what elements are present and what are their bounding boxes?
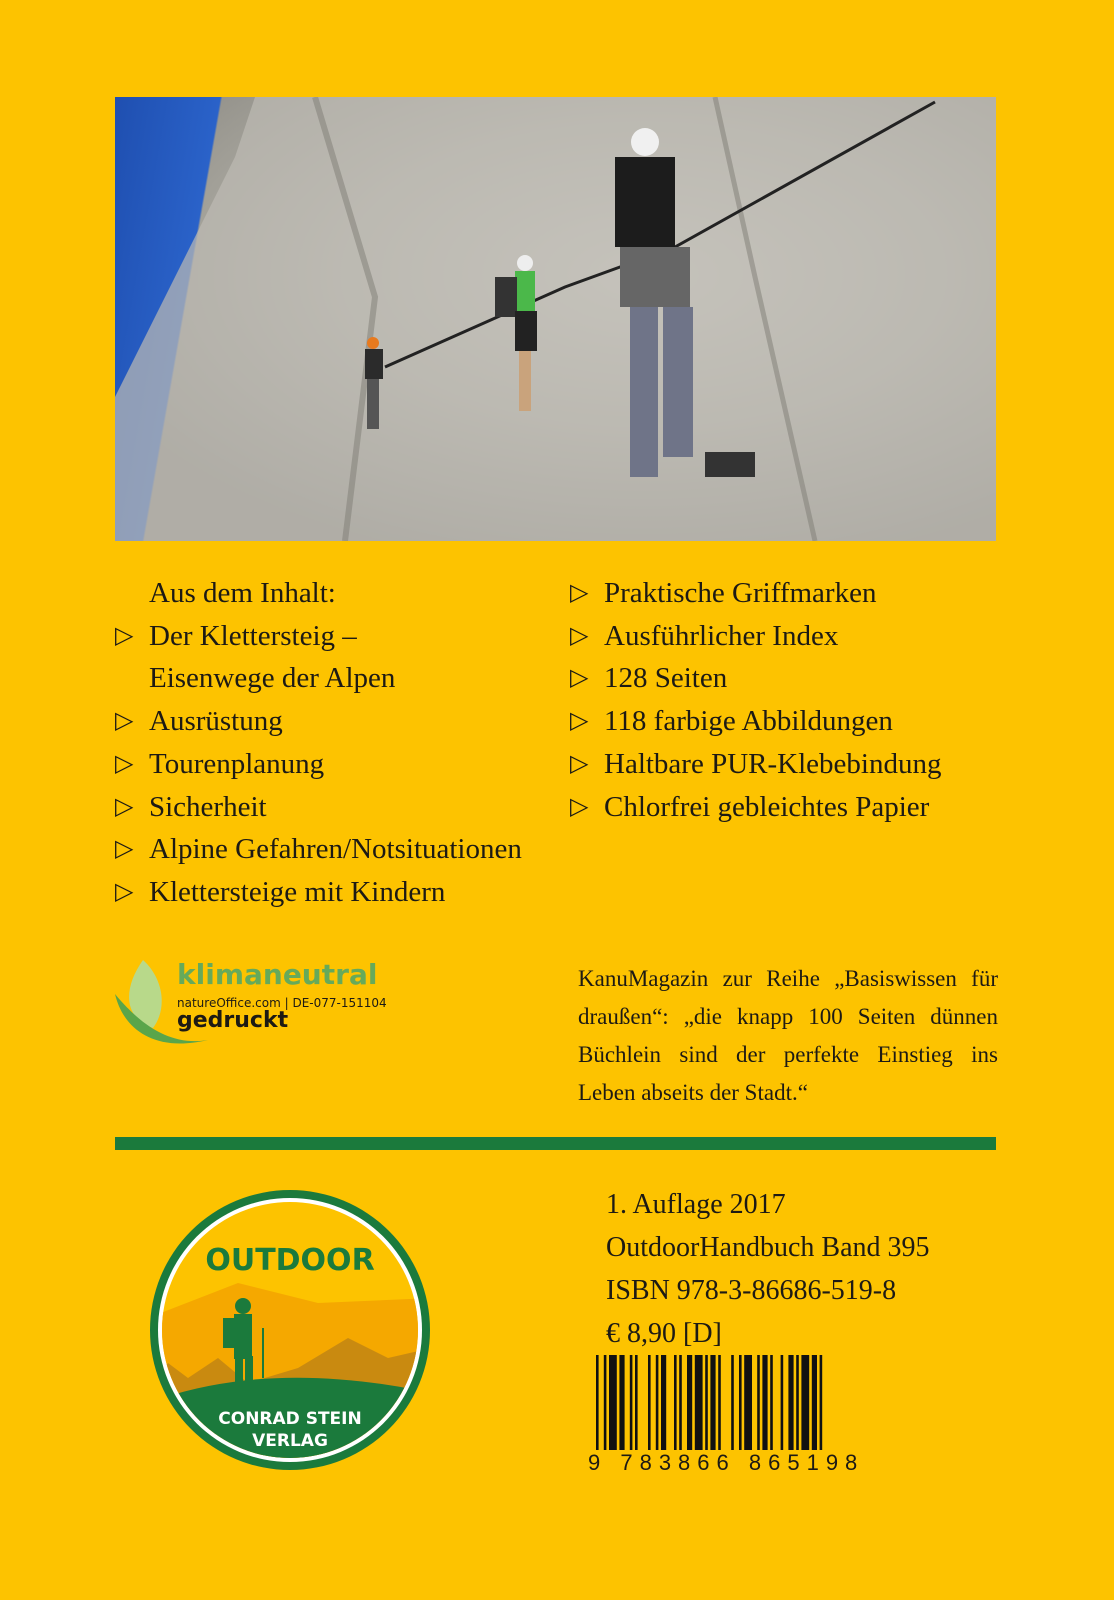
barcode-bar bbox=[770, 1355, 773, 1465]
barcode-bar bbox=[604, 1355, 607, 1465]
barcode-bar bbox=[619, 1355, 624, 1465]
barcode-bar bbox=[710, 1355, 715, 1465]
list-item-text: 128 Seiten bbox=[604, 662, 728, 695]
barcode-bar bbox=[744, 1355, 752, 1465]
triangle-bullet-icon: ▷ bbox=[115, 750, 134, 777]
list-item-text: Ausführlicher Index bbox=[604, 619, 839, 652]
price-text: € 8,90 [D] bbox=[606, 1318, 722, 1349]
list-item-text: Sicherheit bbox=[149, 790, 267, 823]
list-item-text: Praktische Griffmarken bbox=[604, 577, 877, 609]
climate-neutral-logo bbox=[115, 958, 405, 1058]
triangle-bullet-icon: ▷ bbox=[115, 793, 134, 820]
list-item bbox=[570, 572, 941, 615]
list-item-text: Klettersteige mit Kindern bbox=[149, 875, 446, 908]
barcode-bar bbox=[609, 1355, 617, 1465]
triangle-bullet-icon: ▷ bbox=[115, 836, 134, 863]
barcode-bar bbox=[801, 1355, 809, 1465]
list-item bbox=[570, 615, 941, 658]
barcode-bar bbox=[796, 1355, 799, 1465]
barcode-bar bbox=[630, 1355, 633, 1465]
triangle-bullet-icon: ▷ bbox=[570, 750, 589, 777]
cover-photo-via-ferrata-climbers bbox=[115, 97, 996, 541]
list-item bbox=[115, 786, 522, 829]
list-item bbox=[115, 743, 522, 786]
series-text: OutdoorHandbuch Band 395 bbox=[606, 1232, 930, 1263]
triangle-bullet-icon: ▷ bbox=[115, 622, 134, 649]
barcode-bar bbox=[781, 1355, 784, 1465]
list-item bbox=[115, 615, 522, 700]
list-item bbox=[570, 700, 941, 743]
list-item bbox=[115, 871, 522, 914]
divider-bar bbox=[115, 1137, 996, 1150]
barcode-bar bbox=[656, 1355, 659, 1465]
list-item bbox=[570, 743, 941, 786]
triangle-bullet-icon: ▷ bbox=[570, 665, 589, 692]
barcode-bar bbox=[820, 1355, 823, 1465]
barcode-bar bbox=[648, 1355, 651, 1465]
triangle-bullet-icon: ▷ bbox=[570, 580, 589, 606]
contents-heading: Aus dem Inhalt: bbox=[149, 577, 336, 609]
barcode-bar bbox=[635, 1355, 638, 1465]
barcode-bar bbox=[679, 1355, 682, 1465]
barcode-bar bbox=[757, 1355, 760, 1465]
barcode-bar bbox=[718, 1355, 721, 1465]
list-item-text: Der Klettersteig – bbox=[149, 619, 357, 652]
list-item-text: Alpine Gefahren/Notsituationen bbox=[149, 833, 522, 866]
barcode-bar bbox=[705, 1355, 708, 1465]
book-info bbox=[606, 1183, 930, 1355]
contents-list-left bbox=[115, 572, 522, 914]
barcode-bar bbox=[739, 1355, 742, 1465]
badge-publisher-text: VERLAG bbox=[252, 1431, 328, 1451]
list-item-text: Haltbare PUR-Klebebindung bbox=[604, 747, 942, 780]
list-item bbox=[115, 700, 522, 743]
climate-logo-subtitle: gedruckt bbox=[177, 1008, 289, 1033]
list-item-text: Ausrüstung bbox=[149, 705, 283, 738]
review-quote: KanuMagazin zur Reihe „Basiswissen für draußen“: „die knapp 100 Seiten dünnen Büchlein sind der perfekte Einstieg ins Leben abseits der Stadt.“ bbox=[578, 966, 998, 1105]
barcode-bar bbox=[596, 1355, 599, 1465]
triangle-bullet-icon: ▷ bbox=[115, 878, 134, 905]
barcode-bar bbox=[674, 1355, 677, 1465]
isbn-text: ISBN 978-3-86686-519-8 bbox=[606, 1275, 897, 1306]
list-item-text: Chlorfrei gebleichtes Papier bbox=[604, 790, 930, 823]
publisher-badge bbox=[148, 1188, 432, 1477]
list-item bbox=[570, 657, 941, 700]
badge-top-text: OUTDOOR bbox=[205, 1243, 375, 1278]
triangle-bullet-icon: ▷ bbox=[115, 708, 134, 735]
barcode-bar bbox=[788, 1355, 793, 1465]
triangle-bullet-icon: ▷ bbox=[570, 793, 589, 820]
barcode-digits: 9 783866 865198 bbox=[588, 1450, 865, 1475]
edition-text: 1. Auflage 2017 bbox=[606, 1189, 786, 1220]
barcode-bar bbox=[687, 1355, 692, 1465]
triangle-bullet-icon: ▷ bbox=[570, 622, 589, 649]
barcode-bar bbox=[661, 1355, 666, 1465]
badge-publisher-text: CONRAD STEIN bbox=[218, 1409, 362, 1429]
climate-logo-title: klimaneutral bbox=[177, 958, 378, 991]
barcode-bar bbox=[731, 1355, 734, 1465]
barcode-bar bbox=[762, 1355, 767, 1465]
list-item-text: Eisenwege der Alpen bbox=[149, 662, 396, 695]
list-item-text: Tourenplanung bbox=[149, 747, 325, 780]
barcode-bar bbox=[695, 1355, 703, 1465]
list-item bbox=[570, 786, 941, 829]
triangle-bullet-icon: ▷ bbox=[570, 708, 589, 735]
list-item bbox=[115, 828, 522, 871]
barcode-bar bbox=[812, 1355, 817, 1465]
climate-logo-id: natureOffice.com | DE-077-151104 bbox=[177, 996, 387, 1010]
list-item-text: 118 farbige Abbildungen bbox=[604, 705, 893, 738]
contents-list-right bbox=[570, 572, 941, 828]
